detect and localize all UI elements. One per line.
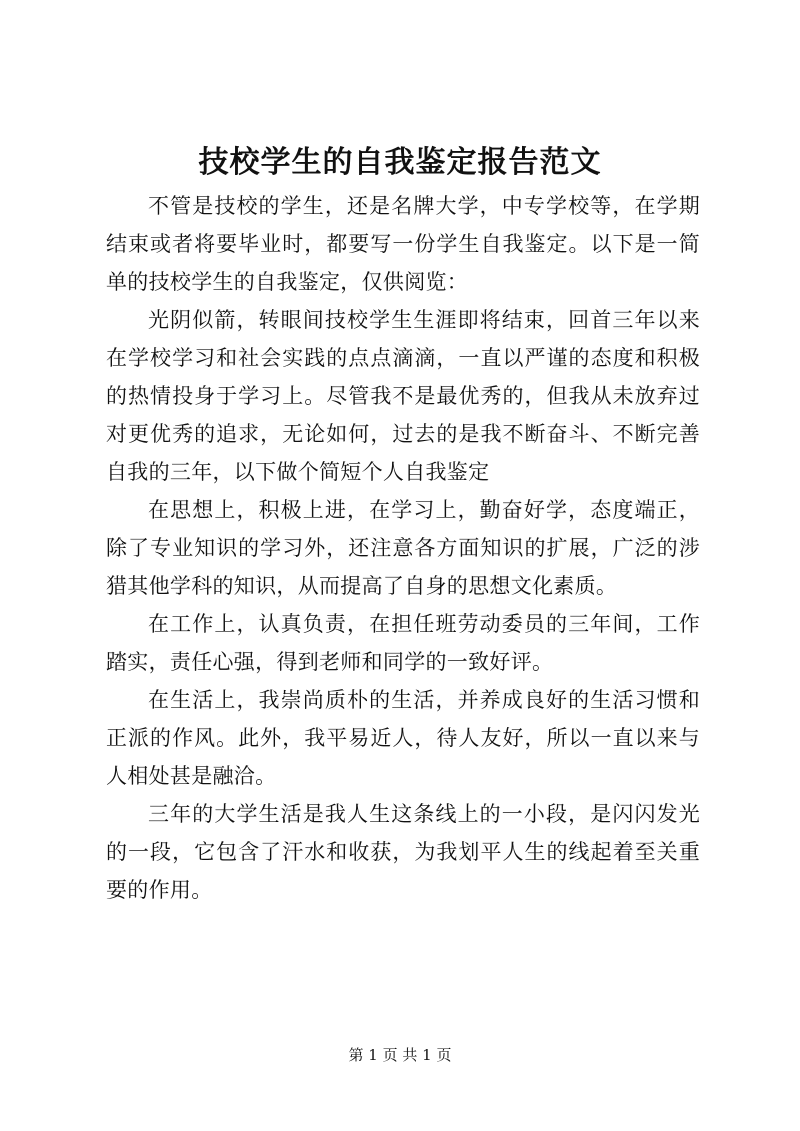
page-number-footer: 第 1 页 共 1 页 xyxy=(348,1046,452,1064)
document-title: 技校学生的自我鉴定报告范文 xyxy=(198,145,602,180)
paragraph-thought: 在思想上，积极上进，在学习上，勤奋好学，态度端正，除了专业知识的学习外，还注意各方面知识的扩展，广泛的涉猎其他学科的知识，从而提高了自身的思想文化素质。 xyxy=(106,498,700,598)
paragraph-intro: 不管是技校的学生，还是名牌大学，中专学校等，在学期结束或者将要毕业时，都要写一份学生自我鉴定。以下是一简单的技校学生的自我鉴定，仅供阅览： xyxy=(106,194,700,294)
paragraph-overview: 光阴似箭，转眼间技校学生生涯即将结束，回首三年以来在学校学习和社会实践的点点滴滴，一直以严谨的态度和积极的热情投身于学习上。尽管我不是最优秀的，但我从未放弃过对更优秀的追求，无论如何，过去的是我不断奋斗、不断完善自我的三年，以下做个简短个人自我鉴定 xyxy=(106,308,700,484)
paragraph-work: 在工作上，认真负责，在担任班劳动委员的三年间，工作踏实，责任心强，得到老师和同学的一致好评。 xyxy=(106,612,700,674)
paragraph-life: 在生活上，我崇尚质朴的生活，并养成良好的生活习惯和正派的作风。此外，我平易近人，待人友好，所以一直以来与人相处甚是融洽。 xyxy=(106,688,700,788)
document-body xyxy=(106,187,700,909)
paragraph-conclusion: 三年的大学生活是我人生这条线上的一小段，是闪闪发光的一段，它包含了汗水和收获，为我划平人生的线起着至关重要的作用。 xyxy=(106,802,700,902)
